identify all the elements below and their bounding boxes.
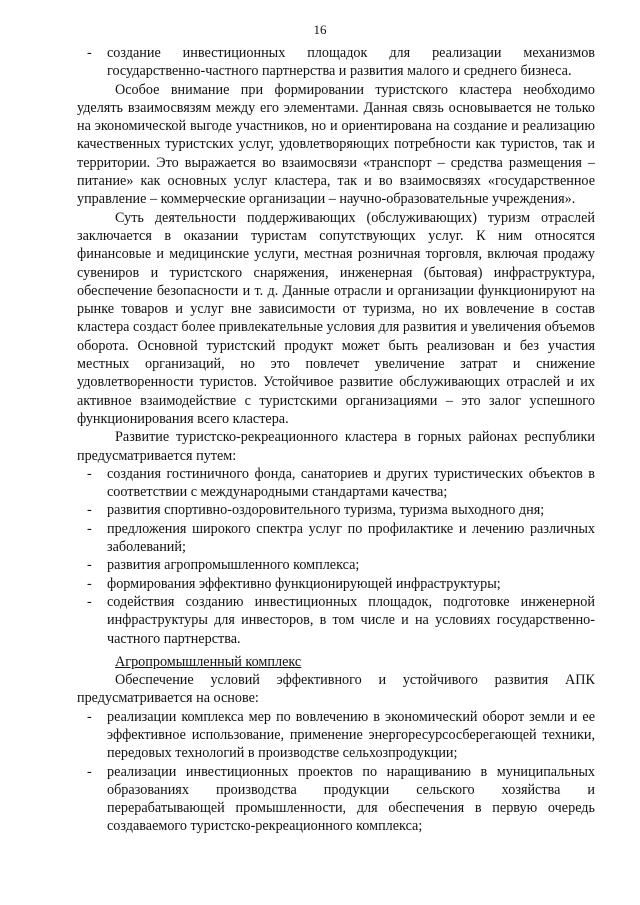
bullet-dash: -	[87, 520, 92, 537]
list-item	[77, 520, 595, 557]
section-heading: Агропромышленный комплекс	[115, 653, 302, 670]
list-item-text: развития агропромышленного комплекса;	[107, 557, 360, 574]
bullet-dash: -	[87, 502, 92, 519]
bullet-dash: -	[87, 593, 92, 610]
list-item	[77, 763, 595, 836]
bullet-dash: -	[87, 708, 92, 725]
paragraph: Особое внимание при формировании туристского кластера необходимо уделять взаимосвязям между его элементами. Данная связь основывается не только на экономической выгоде участников, но и ориентирована на создание и реализацию качественных туристских услуг, удовлетворяющих потребности как туристов, так и территории. Это выражается во взаимосвязи «транспорт – средства размещения – питание» как основных услуг кластера, так и во взаимосвязях «государственное управление – коммерческие организации – научно-образовательные учреждения».	[77, 81, 595, 208]
list-item	[77, 501, 595, 519]
list-item	[77, 593, 595, 648]
bullet-dash: -	[87, 557, 92, 574]
paragraph: Обеспечение условий эффективного и устойчивого развития АПК предусматривается на основе:	[77, 672, 595, 707]
list-item	[77, 708, 595, 763]
page-number: 16	[313, 22, 327, 37]
list-item-text: создания гостиничного фонда, санаториев и других туристических объектов в соответствии с международными стандартами качества;	[107, 465, 595, 501]
apk-list	[77, 708, 595, 836]
list-item-text: реализации комплекса мер по вовлечению в экономический оборот земли и ее эффективное использование, применение энергоресурсосберегающей техники, передовых технологий в производстве сельхозпродукции;	[107, 708, 595, 762]
list-item	[77, 575, 595, 593]
list-item-text: создание инвестиционных площадок для реализации механизмов государственно-частного партнерства и развития малого и среднего бизнеса.	[107, 45, 595, 80]
list-item	[77, 44, 595, 81]
page-content	[77, 44, 595, 836]
bullet-dash: -	[87, 763, 92, 780]
development-list	[77, 465, 595, 648]
list-item-text: реализации инвестиционных проектов по наращиванию в муниципальных образованиях производства продукции сельского хозяйства и перерабатывающей промышленности, для обеспечения в первую очередь создаваемого туристско-рекреационного комплекса;	[107, 763, 595, 835]
list-item-text: развития спортивно-оздоровительного туризма, туризма выходного дня;	[107, 502, 545, 519]
list-item-text: формирования эффективно функционирующей инфраструктуры;	[107, 575, 501, 592]
bullet-dash: -	[87, 465, 92, 482]
bullet-dash: -	[87, 575, 92, 592]
list-item-text: содействия созданию инвестиционных площадок, подготовке инженерной инфраструктуры для инвесторов, в том числе и на условиях государственно-частного партнерства.	[107, 593, 595, 647]
list-item	[77, 556, 595, 574]
bullet-dash: -	[87, 45, 92, 61]
list-item	[77, 465, 595, 502]
paragraph: Развитие туристско-рекреационного кластера в горных районах республики предусматривается путем:	[77, 429, 595, 464]
paragraph: Суть деятельности поддерживающих (обслуживающих) туризм отраслей заключается в оказании туристам сопутствующих услуг. К ним относятся финансовые и медицинские услуги, местная розничная торговля, включая продажу сувениров и туристского снаряжения, инженерная (бытовая) инфраструктура, обеспечение безопасности и т. д. Данные отрасли и организации функционируют на рынке товаров и услуг вне зависимости от туризма, но их вовлечение в состав кластера создаст более привлекательные условия для развития и увеличения объемов оборота. Основной туристский продукт может быть реализован и без участия местных организаций, но это повлечет увеличение затрат и снижение удовлетворенности туристов. Устойчивое развитие обслуживающих отраслей и их активное взаимодействие с туристскими организациями – это залог успешного функционирования всего кластера.	[77, 209, 595, 427]
list-item-text: предложения широкого спектра услуг по профилактике и лечению различных заболеваний;	[107, 520, 595, 556]
